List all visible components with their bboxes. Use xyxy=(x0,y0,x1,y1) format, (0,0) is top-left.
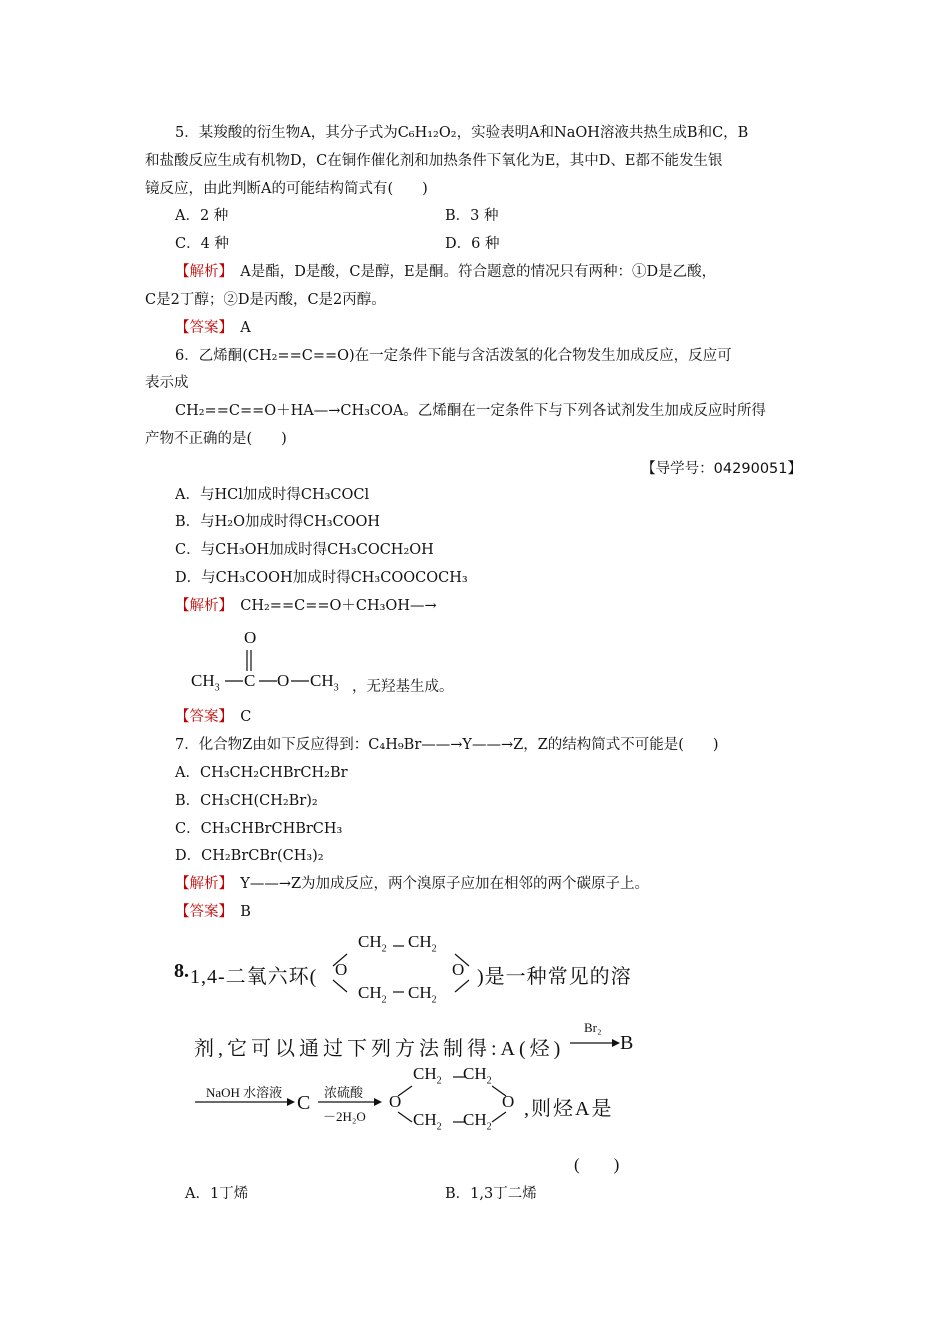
q6-option-c: C．与CH₃OH加成时得CH₃COCH₂OH xyxy=(175,542,434,558)
q7-option-c: C．CH₃CHBrCHBrCH₃ xyxy=(175,821,343,837)
q6-option-b: B．与H₂O加成时得CH₃COOH xyxy=(175,514,381,530)
q7-line1: 7．化合物Z由如下反应得到：C₄H₉Br——→Y——→Z，Z的结构简式不可能是( ) xyxy=(175,737,719,753)
product-b: B xyxy=(620,1032,634,1054)
q8-option-b: B．1,3丁二烯 xyxy=(445,1186,537,1202)
q8-prefix: 1,4-二氧六环( xyxy=(190,966,318,988)
ring1-ch2-bottom-left: $CH_2$ xyxy=(358,983,387,1006)
ring2-ch2-bottom-right: $CH_2$ xyxy=(463,1110,492,1133)
ring2-ch2-top-right: $CH_2$ xyxy=(463,1064,492,1087)
q5-option-a: A．2 种 xyxy=(175,208,229,224)
q6-analysis-text: CH₂==C==O＋CH₃OH—→ xyxy=(225,598,437,614)
q8-method-text: 剂,它可以通过下列方法制得:A(烃) xyxy=(194,1038,565,1060)
q8-suffix: )是一种常见的溶 xyxy=(477,966,632,988)
carbonyl-oxygen: O xyxy=(244,628,257,647)
answer-tag: 【答案】 xyxy=(175,904,226,920)
analysis-tag: 【解析】 xyxy=(175,876,226,892)
ring2-oxygen-left: O xyxy=(389,1092,402,1111)
q8-answer-paren: ( ) xyxy=(574,1155,620,1174)
methyl-right: $CH_3$ xyxy=(310,671,339,694)
reagent-naoh: NaOH 水溶液 xyxy=(206,1085,283,1100)
q6-line2: 表示成 xyxy=(145,375,189,391)
q7-option-d: D．CH₂BrCBr(CH₃)₂ xyxy=(175,848,324,864)
ring1-ch2-top-right: $CH_2$ xyxy=(408,932,437,955)
analysis-tag: 【解析】 xyxy=(175,264,226,280)
q6-option-d: D．与CH₃COOH加成时得CH₃COOCOCH₃ xyxy=(175,570,468,586)
q6-line4: 产物不正确的是( ) xyxy=(145,431,287,447)
q8-option-a: A．1丁烯 xyxy=(185,1186,249,1202)
q5-line3: 镜反应，由此判断A的可能结构简式有( ) xyxy=(145,181,428,197)
ring1-ch2-bottom-right: $CH_2$ xyxy=(408,983,437,1006)
carbonyl-carbon: C xyxy=(244,671,256,690)
ester-oxygen: O xyxy=(277,671,290,690)
q6-answer-value: C xyxy=(225,709,252,725)
reagent-minus-water: －2H₂O xyxy=(323,1109,366,1124)
q7-analysis-text: Y——→Z为加成反应，两个溴原子应加在相邻的两个碳原子上。 xyxy=(225,876,650,892)
q5-line2: 和盐酸反应生成有机物D，C在铜作催化剂和加热条件下氧化为E，其中D、E都不能发生银 xyxy=(145,153,723,169)
ring1-ch2-top-left: $CH_2$ xyxy=(358,932,387,955)
q6-option-a: A．与HCl加成时得CH₃COCl xyxy=(175,487,370,503)
ring1-oxygen-left: O xyxy=(335,960,348,979)
q8-number: 8. xyxy=(174,960,189,982)
methyl-left: $CH_3$ xyxy=(191,671,220,694)
analysis-tag: 【解析】 xyxy=(175,598,226,614)
q6-line1: 6．乙烯酮(CH₂==C==O)在一定条件下能与含活泼氢的化合物发生加成反应，反应可 xyxy=(175,348,732,364)
product-c: C xyxy=(297,1092,311,1114)
answer-tag: 【答案】 xyxy=(175,709,226,725)
q5-line1: 5．某羧酸的衍生物A，其分子式为C₆H₁₂O₂，实验表明A和NaOH溶液共热生成B和C，B xyxy=(175,125,749,141)
guide-number: 【导学号：04290051】 xyxy=(641,461,802,477)
reagent-br2: Br₂ xyxy=(584,1020,602,1035)
q8-tail: ,则烃A是 xyxy=(524,1098,614,1120)
ring2-ch2-top-left: $CH_2$ xyxy=(413,1064,442,1087)
q5-analysis-text: A是酯，D是酸，C是醇，E是酮。符合题意的情况只有两种：①D是乙酸， xyxy=(225,264,717,280)
q7-option-a: A．CH₃CH₂CHBrCH₂Br xyxy=(175,765,348,781)
q5-analysis-line2: C是2丁醇；②D是丙酸，C是2丙醇。 xyxy=(145,292,386,308)
q5-option-b: B．3 种 xyxy=(445,208,499,224)
q5-answer-value: A xyxy=(225,320,251,336)
answer-tag: 【答案】 xyxy=(175,320,226,336)
q5-option-c: C．4 种 xyxy=(175,236,229,252)
reagent-h2so4: 浓硫酸 xyxy=(324,1085,364,1100)
ring2-oxygen-right: O xyxy=(502,1092,515,1111)
ester-note: ，无羟基生成。 xyxy=(352,679,454,695)
ring2-ch2-bottom-left: $CH_2$ xyxy=(413,1110,442,1133)
q7-answer-value: B xyxy=(225,904,251,920)
q5-option-d: D．6 种 xyxy=(445,236,500,252)
q7-option-b: B．CH₃CH(CH₂Br)₂ xyxy=(175,793,318,809)
ring1-oxygen-right: O xyxy=(452,960,465,979)
q6-line3: CH₂==C==O＋HA—→CH₃COA。乙烯酮在一定条件下与下列各试剂发生加成反应时所得 xyxy=(175,403,766,419)
